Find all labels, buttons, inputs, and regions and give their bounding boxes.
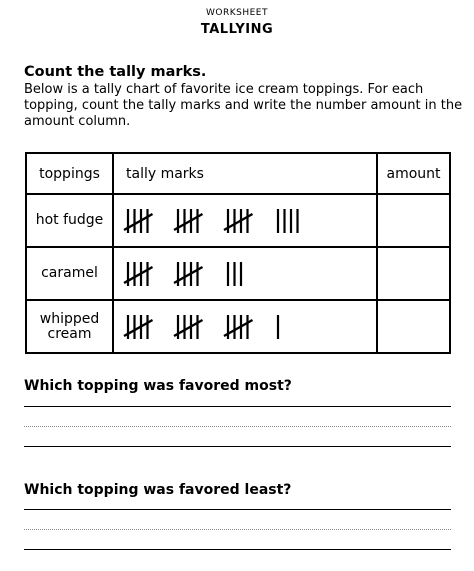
tally-marks-cell — [113, 300, 377, 353]
topping-name — [26, 194, 113, 247]
tally-marks — [122, 312, 372, 342]
answer-line[interactable] — [24, 406, 451, 407]
topping-name-line2: cream — [47, 325, 92, 342]
answer-line[interactable] — [24, 509, 451, 510]
tally-marks-cell — [113, 194, 377, 247]
table-row — [26, 300, 450, 353]
answer-guide-line — [24, 426, 451, 427]
table-row — [26, 247, 450, 300]
tally-group-of-five — [224, 315, 253, 339]
topping-name — [26, 300, 113, 353]
tally-group-of-five — [174, 209, 203, 233]
topping-name-line1: hot fudge — [35, 212, 104, 228]
header-amount: amount — [377, 153, 450, 194]
amount-cell[interactable] — [377, 194, 450, 247]
tally-group — [278, 209, 298, 233]
tally-group-of-five — [124, 315, 153, 339]
header-toppings: toppings — [26, 153, 113, 194]
tally-group-of-five — [224, 209, 253, 233]
amount-cell[interactable] — [377, 300, 450, 353]
tally-group-of-five — [174, 262, 203, 286]
topping-name-line1: whipped — [39, 310, 100, 327]
table-header-row — [26, 153, 450, 194]
answer-line[interactable] — [24, 446, 451, 447]
instructions-body: Below is a tally chart of favorite ice cream toppings. For each topping, count the tally marks and write the number amount in the amount column. — [24, 82, 463, 129]
worksheet-label: WORKSHEET — [206, 8, 268, 18]
table-row — [26, 194, 450, 247]
tally-group — [228, 262, 241, 286]
tally-group-of-five — [174, 315, 203, 339]
tally-table — [25, 152, 451, 354]
answer-guide-line — [24, 529, 451, 530]
tally-marks — [122, 259, 372, 289]
instructions-heading: Count the tally marks. — [24, 64, 207, 80]
topping-name — [26, 247, 113, 300]
worksheet-title: TALLYING — [200, 22, 274, 37]
question-least: Which topping was favored least? — [24, 482, 292, 498]
tally-marks — [122, 206, 372, 236]
header-tally-marks: tally marks — [113, 153, 377, 194]
tally-marks-cell — [113, 247, 377, 300]
tally-group-of-five — [124, 262, 153, 286]
tally-group-of-five — [124, 209, 153, 233]
amount-cell[interactable] — [377, 247, 450, 300]
question-most: Which topping was favored most? — [24, 378, 292, 394]
topping-name-line1: caramel — [41, 265, 98, 281]
answer-line[interactable] — [24, 549, 451, 550]
